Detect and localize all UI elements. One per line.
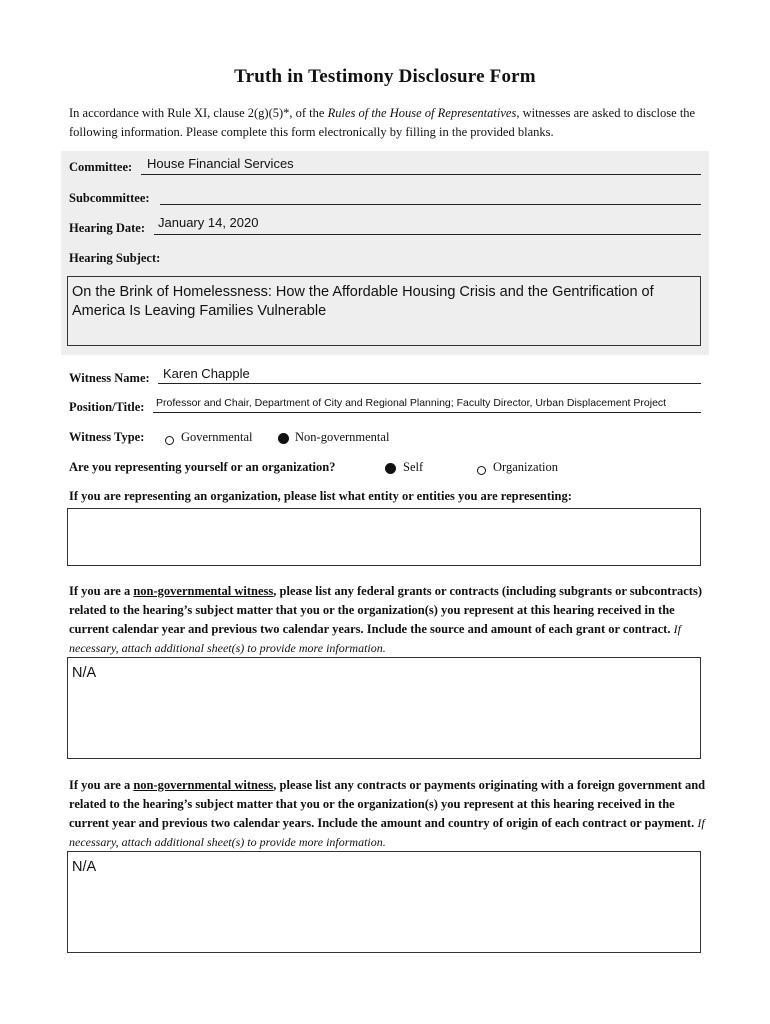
committee-label: Committee: bbox=[69, 160, 133, 174]
organization-question: If you are representing an organization, please list what entity or entities you are representing: bbox=[69, 489, 572, 503]
hearing-subject-label: Hearing Subject: bbox=[69, 251, 161, 265]
subcommittee-label: Subcommittee: bbox=[69, 191, 150, 205]
subcommittee-underline bbox=[160, 204, 701, 205]
witness-name-label: Witness Name: bbox=[69, 371, 150, 385]
foreign-question bbox=[69, 776, 709, 852]
governmental-option-label: Governmental bbox=[181, 430, 253, 444]
foreign-text: , please list any contracts or payments originating with a foreign government and related to the hearing’s subject matter that you or the organization(s) you represent at this hearing received in the current year and previous two calendar years. Include the amount and country of origin of each contract or payment. bbox=[69, 778, 706, 830]
non-governmental-radio[interactable] bbox=[278, 431, 289, 449]
grants-note: If necessary, attach additional sheet(s) to provide more information. bbox=[69, 622, 681, 655]
grants-text: , please list any federal grants or contracts (including subgrants or subcontracts) related to the hearing’s subject matter that you or the organization(s) you represent at this hearing received in the current calendar year and previous two calendar years. Include the source and amount of each grant or contract. bbox=[69, 584, 702, 636]
hearing-date-underline bbox=[154, 234, 701, 235]
committee-field[interactable]: House Financial Services bbox=[147, 156, 294, 171]
grants-prefix: If you are a bbox=[69, 584, 134, 598]
form-title: Truth in Testimony Disclosure Form bbox=[234, 66, 536, 87]
position-label: Position/Title: bbox=[69, 400, 145, 414]
intro-part1: In accordance with Rule XI, clause 2(g)(5)*, of the bbox=[69, 106, 328, 120]
foreign-field-text: N/A bbox=[72, 859, 97, 875]
foreign-underlined: non-governmental witness bbox=[133, 778, 274, 792]
foreign-field[interactable] bbox=[67, 851, 701, 953]
grants-field[interactable] bbox=[67, 657, 701, 759]
organization-field[interactable] bbox=[67, 508, 701, 566]
hearing-subject-text: On the Brink of Homelessness: How the Affordable Housing Crisis and the Gentrification of America Is Leaving Families Vulnerable bbox=[72, 284, 654, 319]
grants-field-text: N/A bbox=[72, 665, 97, 681]
organization-radio[interactable] bbox=[477, 462, 486, 480]
foreign-prefix: If you are a bbox=[69, 778, 134, 792]
intro-text bbox=[69, 104, 709, 142]
grants-underlined: non-governmental witness bbox=[133, 584, 274, 598]
hearing-date-field[interactable]: January 14, 2020 bbox=[158, 215, 259, 230]
organization-field-text bbox=[68, 509, 700, 521]
rules-reference: Rules of the House of Representatives bbox=[327, 106, 517, 120]
self-radio[interactable] bbox=[385, 461, 396, 479]
witness-name-underline bbox=[158, 383, 701, 384]
governmental-radio[interactable] bbox=[165, 432, 174, 450]
position-underline bbox=[153, 412, 701, 413]
intro-part2: , witnesses are asked to disclose the following information. Please complete this form electronically by filling in the provided blanks. bbox=[69, 106, 696, 139]
hearing-subject-field[interactable] bbox=[67, 276, 701, 346]
committee-underline bbox=[141, 174, 701, 175]
self-option-label: Self bbox=[403, 460, 424, 474]
witness-name-field[interactable]: Karen Chapple bbox=[163, 366, 250, 381]
representing-label: Are you representing yourself or an organization? bbox=[69, 460, 336, 474]
hearing-date-label: Hearing Date: bbox=[69, 221, 146, 235]
position-field[interactable]: Professor and Chair, Department of City and Regional Planning; Faculty Director, Urban Displacement Project bbox=[156, 397, 667, 409]
non-governmental-option-label: Non-governmental bbox=[295, 430, 390, 444]
foreign-note: If necessary, attach additional sheet(s) to provide more information. bbox=[69, 816, 705, 849]
witness-type-label: Witness Type: bbox=[69, 430, 145, 444]
grants-question bbox=[69, 582, 709, 658]
organization-option-label: Organization bbox=[493, 460, 559, 474]
